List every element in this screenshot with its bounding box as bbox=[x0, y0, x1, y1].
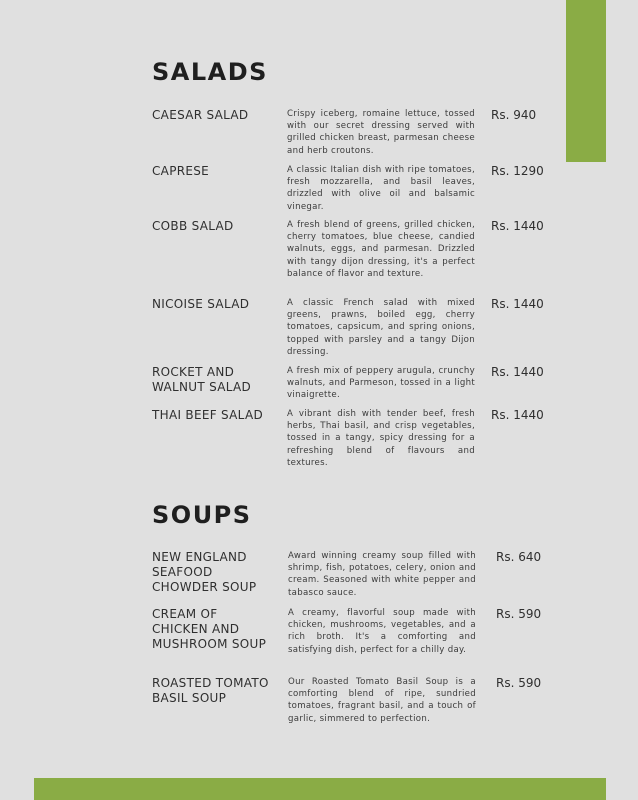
item-description: A classic French salad with mixed greens, prawns, boiled egg, cherry tomatoes, capsicum, and spring onions, topped with parsley and a tangy Dijon dressing. bbox=[287, 298, 475, 357]
item-price: Rs. 1440 bbox=[491, 297, 544, 311]
item-name: CAESAR SALAD bbox=[152, 108, 249, 122]
item-price: Rs. 1440 bbox=[491, 408, 544, 422]
item-name: NICOISE SALAD bbox=[152, 297, 250, 311]
item-price: Rs. 590 bbox=[496, 676, 542, 690]
item-price: Rs. 640 bbox=[496, 550, 542, 564]
item-price: Rs. 590 bbox=[496, 607, 542, 621]
soups-title: SOUPS bbox=[152, 501, 252, 529]
item-description: Our Roasted Tomato Basil Soup is a comforting blend of ripe, sundried tomatoes, fragrant basil, and a touch of garlic, simmered to perfection. bbox=[288, 677, 476, 724]
item-name: NEW ENGLAND SEAFOOD CHOWDER SOUP bbox=[152, 550, 257, 594]
item-price: Rs. 1440 bbox=[491, 365, 544, 379]
item-description: Award winning creamy soup filled with shrimp, fish, potatoes, celery, onion and cream. Seasoned with white pepper and tabasco sauce. bbox=[288, 551, 476, 598]
item-name: CAPRESE bbox=[152, 164, 210, 178]
item-name: ROASTED TOMATO BASIL SOUP bbox=[152, 676, 269, 705]
item-description: A fresh mix of peppery arugula, crunchy walnuts, and Parmeson, tossed in a light vinaigrette. bbox=[287, 366, 475, 401]
item-price: Rs. 1290 bbox=[491, 164, 544, 178]
item-name: ROCKET AND WALNUT SALAD bbox=[152, 365, 252, 394]
item-name: CREAM OF CHICKEN AND MUSHROOM SOUP bbox=[152, 607, 267, 651]
item-price: Rs. 1440 bbox=[491, 219, 544, 233]
item-name: THAI BEEF SALAD bbox=[152, 408, 263, 422]
item-description: Crispy iceberg, romaine lettuce, tossed with our secret dressing served with grilled chicken breast, parmesan cheese and herb croutons. bbox=[287, 109, 475, 156]
item-name: COBB SALAD bbox=[152, 219, 234, 233]
item-description: A classic Italian dish with ripe tomatoes, fresh mozzarella, and basil leaves, drizzled with olive oil and balsamic vinegar. bbox=[287, 165, 475, 212]
item-price: Rs. 940 bbox=[491, 108, 537, 122]
salads-title: SALADS bbox=[152, 58, 268, 86]
item-description: A vibrant dish with tender beef, fresh herbs, Thai basil, and crisp vegetables, tossed in a tangy, spicy dressing for a refreshing blend of flavours and textures. bbox=[287, 409, 475, 468]
bottom-accent-bar bbox=[34, 778, 606, 800]
item-description: A creamy, flavorful soup made with chicken, mushrooms, vegetables, and a rich broth. It's a comforting and satisfying dish, perfect for a chilly day. bbox=[288, 608, 476, 655]
item-description: A fresh blend of greens, grilled chicken, cherry tomatoes, blue cheese, candied walnuts, eggs, and parmesan. Drizzled with tangy dijon dressing, it's a perfect balance of flavor and texture. bbox=[287, 220, 475, 279]
top-accent-bar bbox=[566, 0, 606, 162]
